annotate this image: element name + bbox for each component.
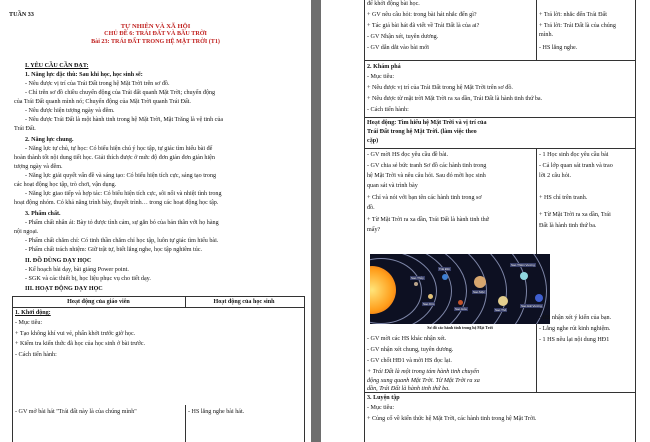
text-line: - Phẩm chất chăm chỉ: Có tinh thần chăm chỉ học tập, luôn tự giác tìm hiểu bài. (25, 238, 219, 244)
planet-label: Trái Đất (439, 267, 450, 271)
text-line: + Trái Đất là một trong tám hành tinh chuyển (367, 369, 480, 375)
planet-label: Sao Mộc (473, 290, 485, 294)
text-line: - Chỉ trên sơ đồ chiều chuyển động của Trái đất quanh Mặt Trời; chuyển động (25, 90, 216, 96)
text-line: - Phẩm chất nhân ái: Bày tỏ được tình cảm, sự gắn bó của bản thân với họ hàng (25, 220, 219, 226)
text-line: + Tác giả bài hát đã viết về Trái Đất là của ai? (367, 23, 480, 29)
text-line: mấy? (367, 227, 381, 233)
table-rule (364, 60, 635, 61)
planet-label: Sao Kim (423, 302, 435, 306)
section-heading-3: III. HOẠT ĐỘNG DẠY HỌC (25, 286, 103, 292)
mercury-icon (414, 282, 418, 286)
text-line: - Cách tiến hành: (367, 107, 409, 113)
activity-table (12, 296, 305, 442)
solar-system-diagram (370, 254, 550, 324)
activity-heading: Hoạt động: Tìm hiểu hệ Mặt Trời và vị trí của (367, 120, 487, 126)
text-line: - Nêu được Trái Đất là một hành tinh trong hệ Mặt Trời, Mặt Trăng là vệ tinh của (25, 117, 224, 123)
text-line: quan sát và trình bày (367, 183, 418, 189)
text-line: dần, Trái Đất là hành tinh thứ ba. (367, 386, 450, 392)
document-page-1 (0, 0, 311, 442)
text-line: Đất là hành tinh thứ ba. (539, 223, 597, 229)
text-line: + HS chỉ trên tranh. (539, 195, 588, 201)
text-line: - GV chia sẻ bức tranh Sơ đồ các hành tinh trong (367, 163, 487, 169)
text-line: - HS lắng nghe. (539, 45, 578, 51)
text-line: - GV mời HS đọc yêu cầu đề bài. (367, 152, 449, 158)
uranus-icon (520, 272, 528, 280)
text-line: - GV dẫn dắt vào bài mới (367, 45, 430, 51)
jupiter-icon (474, 276, 486, 288)
neptune-icon (535, 294, 543, 302)
planet-label: Sao Thiên Vương (511, 263, 535, 267)
subheading-1: 1. Năng lực đặc thù: Sau khi học, học sinh sẽ: (25, 72, 143, 78)
text-line: - GV mời các HS khác nhận xét. (367, 336, 447, 342)
text-line: - Mục tiêu: (367, 405, 395, 411)
text-line: - GV chốt HĐ1 và mời HS đọc lại. (367, 358, 452, 364)
table-row: - HS lắng nghe bài hát. (188, 409, 245, 415)
text-line: + Nêu được vị trí của Trái Đất trong hệ Mặt Trời trên sơ đồ. (367, 85, 513, 91)
text-line: hệ Mặt Trời và nêu câu hỏi. Sau đó mời học sinh (367, 173, 486, 179)
text-line: - Mục tiêu: (367, 74, 395, 80)
subheading-3: 3. Phẩm chất. (25, 211, 61, 217)
subject-title: TỰ NHIÊN VÀ XÃ HỘI (120, 23, 191, 30)
table-rule (364, 148, 635, 149)
text-line: hoạt động nhóm. Có khả năng trình bày, thuyết trình… trong các hoạt động học tập. (14, 200, 219, 206)
text-line: nội ngoại. (14, 229, 39, 235)
text-line: lời 2 câu hỏi. (539, 173, 571, 179)
mars-icon (458, 300, 463, 305)
text-line: - Lắng nghe rút kinh nghiệm. (539, 326, 611, 332)
section-heading-1: I. YÊU CẦU CẦN ĐẠT: (25, 63, 89, 69)
text-line: - HS nhận xét ý kiến của bạn. (539, 315, 612, 321)
table-row: - GV mở bài hát "Trái đất này là của chúng mình" (15, 409, 137, 415)
activity-heading: Trái Đất trong hệ Mặt Trời. (làm việc theo (367, 129, 477, 135)
text-line: - Phẩm chất trách nhiệm: Giữ trật tự, biết lắng nghe, học tập nghiêm túc. (25, 247, 203, 253)
text-line: - SGK và các thiết bị, học liệu phục vụ cho tiết dạy. (25, 276, 151, 282)
text-line: + GV nêu câu hỏi: trong bài hát nhắc đến gì? (367, 12, 477, 18)
table-row: - Cách tiến hành: (15, 352, 57, 358)
table-row: 1. Khởi động: (15, 310, 51, 316)
section-heading-practice: 3. Luyện tập (367, 395, 400, 401)
saturn-icon (498, 296, 508, 306)
text-line: - Kế hoạch bài dạy, bài giảng Power point. (25, 267, 129, 273)
table-header-rule (12, 307, 304, 308)
text-line: hoàn thành tốt nội dung tiết học. Giải thích được ở mức độ đơn giản đơn giản hiện (14, 155, 215, 161)
text-line: + Trả lời: nhắc đến Trái Đất (539, 12, 607, 18)
table-row: + Kiểm tra kiến thức đã học của học sinh ở bài trước. (15, 341, 146, 347)
text-line: + Từ Mặt Trời ra xa dần, Trái Đất là hành tinh thứ (367, 217, 489, 223)
planet-label: Sao Hỏa (455, 307, 467, 311)
text-line: + Nêu được từ mặt trời Mặt Trời ra xa dần, Trái Đất là hành tinh thứ ba. (367, 96, 543, 102)
table-row: + Tạo không khí vui vẻ, phấn khởi trước giờ học. (15, 331, 136, 337)
text-line: - 1 Học sinh đọc yêu cầu bài (539, 152, 609, 158)
planet-label: Sao Hải Vương (521, 304, 542, 308)
text-line: - Năng lực giao tiếp và hợp tác: Có biểu hiện tích cực, sôi nổi và nhiệt tình trong (25, 191, 222, 197)
table-divider (536, 0, 537, 60)
subheading-2: 2. Năng lực chung. (25, 137, 74, 143)
text-line: Trái Đất. (14, 126, 36, 132)
table-divider (185, 405, 186, 442)
text-line: + Trả lời: Trái Đất là của chúng (539, 23, 616, 29)
section-heading-2: II. ĐỒ DÙNG DẠY HỌC (25, 258, 92, 264)
text-line: - Nêu được hiện tượng ngày và đêm. (25, 108, 115, 114)
text-line: tượng ngày và đêm. (14, 164, 63, 170)
topic-title: CHỦ ĐỀ 6: TRÁI ĐẤT VÀ BẦU TRỜI (104, 31, 207, 37)
planet-label: Sao Thổ (495, 308, 507, 312)
text-line: động xung quanh Mặt Trời. Từ Mặt Trời ra xa (367, 378, 480, 384)
text-line: để khởi động bài học. (367, 1, 420, 7)
text-line: các hoạt động học tập, trò chơi, vận dụng. (14, 182, 117, 188)
earth-icon (442, 274, 448, 280)
text-line: - Cả lớp quan sát tranh và trao (539, 163, 613, 169)
document-page-2 (321, 0, 650, 442)
table-row: - Mục tiêu: (15, 320, 43, 326)
venus-icon (428, 294, 433, 299)
text-line: - 1 HS nêu lại nội dung HĐ1 (539, 337, 610, 343)
activity-heading: cặp) (367, 138, 379, 144)
text-line: - Nêu được vị trí của Trái Đất trong hệ Mặt Trời trên sơ đồ. (25, 81, 170, 87)
table-rule (364, 117, 635, 118)
text-line: - GV nhận xét chung, tuyên dương. (367, 347, 454, 353)
table-header-teacher: Hoạt động của giáo viên (67, 299, 130, 305)
text-line: mình. (539, 32, 554, 38)
text-line: + Từ Mặt Trời ra xa dần, Trái (539, 212, 611, 218)
week-label: TUẦN 33 (9, 12, 34, 18)
section-heading-explore: 2. Khám phá (367, 64, 401, 70)
page-separator (311, 0, 321, 442)
text-line: - Năng lực giải quyết vấn đề và sáng tạo: Có biểu hiện tích cực, sáng tạo trong (25, 173, 217, 179)
text-line: - GV Nhận xét, tuyên dương. (367, 34, 439, 40)
table-header-student: Hoạt động của học sinh (213, 299, 275, 305)
text-line: đồ. (367, 205, 375, 211)
text-line: + Chỉ và nói với bạn tên các hành tinh trong sơ (367, 195, 482, 201)
planet-label: Sao Thủy (411, 276, 424, 280)
diagram-caption: Sơ đồ các hành tinh trong hệ Mặt Trời (427, 325, 493, 330)
text-line: + Củng cố về kiến thức hệ Mặt Trời, các hành tinh trong hệ Mặt Trời. (367, 416, 537, 422)
text-line: - Năng lực tự chủ, tự học: Có biểu hiện chú ý học tập, tự giác tìm hiểu bài để (25, 146, 213, 152)
text-line: của Trái Đất quanh mình nó; Chuyển động của Mặt Trời quanh Trái Đất. (14, 99, 191, 105)
lesson-title: Bài 23: TRÁI ĐẤT TRONG HỆ MẶT TRỜI (T1) (91, 39, 220, 45)
